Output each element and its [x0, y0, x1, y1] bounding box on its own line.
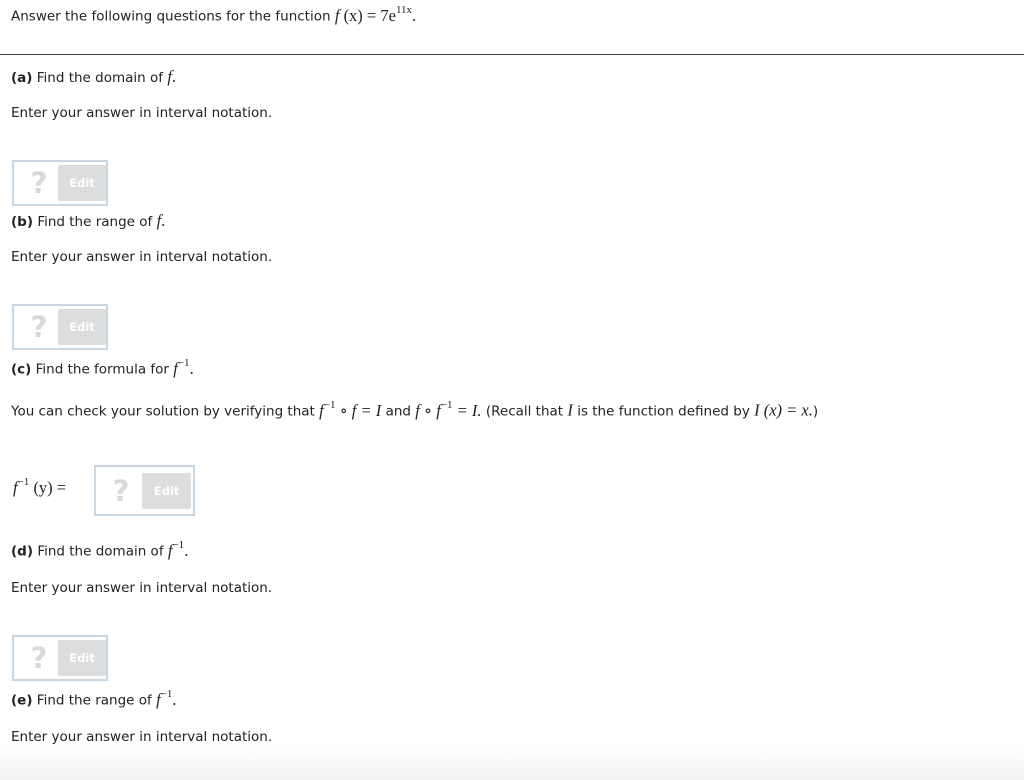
intro-text: Answer the following questions for the function	[11, 8, 331, 25]
question-mark-icon: ?	[30, 641, 48, 675]
edit-button[interactable]: Edit	[58, 165, 106, 201]
part-c-label: (c)	[11, 361, 32, 378]
part-e-label: (e)	[11, 692, 33, 709]
question-mark-icon: ?	[112, 474, 130, 508]
intro-line	[11, 5, 416, 26]
edit-button[interactable]: Edit	[58, 309, 106, 345]
part-c-question: (c) Find the formula for $f^{-1}$.	[11, 357, 194, 378]
part-b-instruction: Enter your answer in interval notation.	[11, 249, 273, 265]
question-mark-icon: ?	[30, 166, 48, 200]
inverse-answer-label: $f^{-1}$ (y) =	[13, 476, 67, 497]
part-e-instruction: Enter your answer in interval notation.	[11, 729, 273, 745]
part-b-label: (b)	[11, 214, 34, 230]
part-d-question: (d) Find the domain of $f^{-1}$.	[11, 539, 189, 560]
function-definition: f $(x) = 7e^{11x}$.	[334, 4, 417, 25]
part-a-label: (a)	[11, 70, 33, 86]
part-a-instruction: Enter your answer in interval notation.	[11, 105, 273, 121]
part-c-check-note: You can check your solution by verifying that $f^{-1}$ ∘ f = I and f ∘ $f^{-1} = I$. (Recall that I is the function defined by I (x) = x.)	[11, 399, 819, 420]
part-e-question: (e) Find the range of $f^{-1}$.	[11, 688, 177, 709]
part-a-question: (a) Find the domain of f.	[11, 67, 177, 86]
answer-box-a[interactable]	[12, 160, 108, 206]
bottom-fade	[0, 745, 1024, 780]
part-d-instruction: Enter your answer in interval notation.	[11, 580, 273, 596]
answer-box-d[interactable]	[12, 635, 108, 681]
question-mark-icon: ?	[30, 310, 48, 344]
edit-button[interactable]: Edit	[142, 473, 191, 509]
answer-box-c[interactable]	[94, 465, 195, 516]
part-d-label: (d)	[11, 543, 34, 560]
part-b-question: (b) Find the range of f.	[11, 211, 166, 230]
answer-box-b[interactable]	[12, 304, 108, 350]
edit-button[interactable]: Edit	[58, 640, 106, 676]
divider	[0, 54, 1024, 55]
